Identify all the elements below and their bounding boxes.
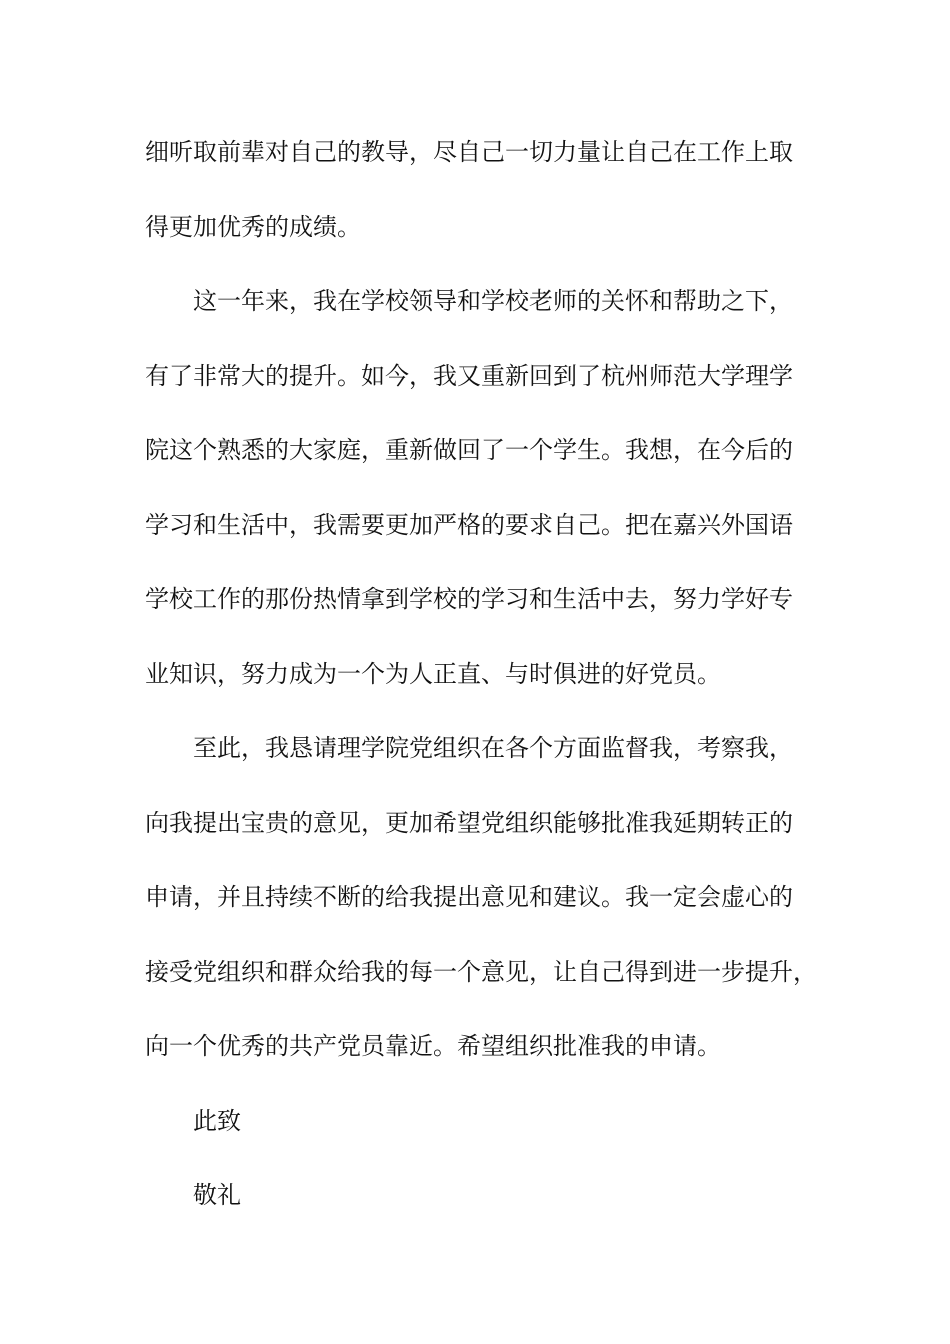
text-line: 有了非常大的提升。如今，我又重新回到了杭州师范大学理学	[145, 361, 793, 390]
text-line: 业知识，努力成为一个为人正直、与时俱进的好党员。	[145, 659, 721, 688]
text-line: 院这个熟悉的大家庭，重新做回了一个学生。我想，在今后的	[145, 436, 793, 464]
text-line: 细听取前辈对自己的教导，尽自己一切力量让自己在工作上取	[145, 138, 793, 166]
text-line: 向我提出宝贵的意见，更加希望党组织能够批准我延期转正的	[145, 808, 793, 837]
text-line: 得更加优秀的成绩。	[145, 212, 361, 241]
closing-salutation: 此致	[193, 1106, 241, 1135]
text-line: 接受党组织和群众给我的每一个意见，让自己得到进一步提升，	[145, 957, 817, 986]
text-line: 学习和生活中，我需要更加严格的要求自己。把在嘉兴外国语	[145, 510, 793, 539]
paragraph-start-line: 这一年来，我在学校领导和学校老师的关怀和帮助之下，	[193, 287, 793, 315]
letter-body	[145, 122, 825, 1240]
paragraph-start-line: 至此，我恳请理学院党组织在各个方面监督我，考察我，	[193, 734, 793, 762]
text-line: 向一个优秀的共产党员靠近。希望组织批准我的申请。	[145, 1032, 721, 1060]
text-line: 申请，并且持续不断的给我提出意见和建议。我一定会虚心的	[145, 883, 793, 911]
closing-regards: 敬礼	[193, 1181, 241, 1209]
text-line: 学校工作的那份热情拿到学校的学习和生活中去，努力学好专	[145, 585, 793, 613]
